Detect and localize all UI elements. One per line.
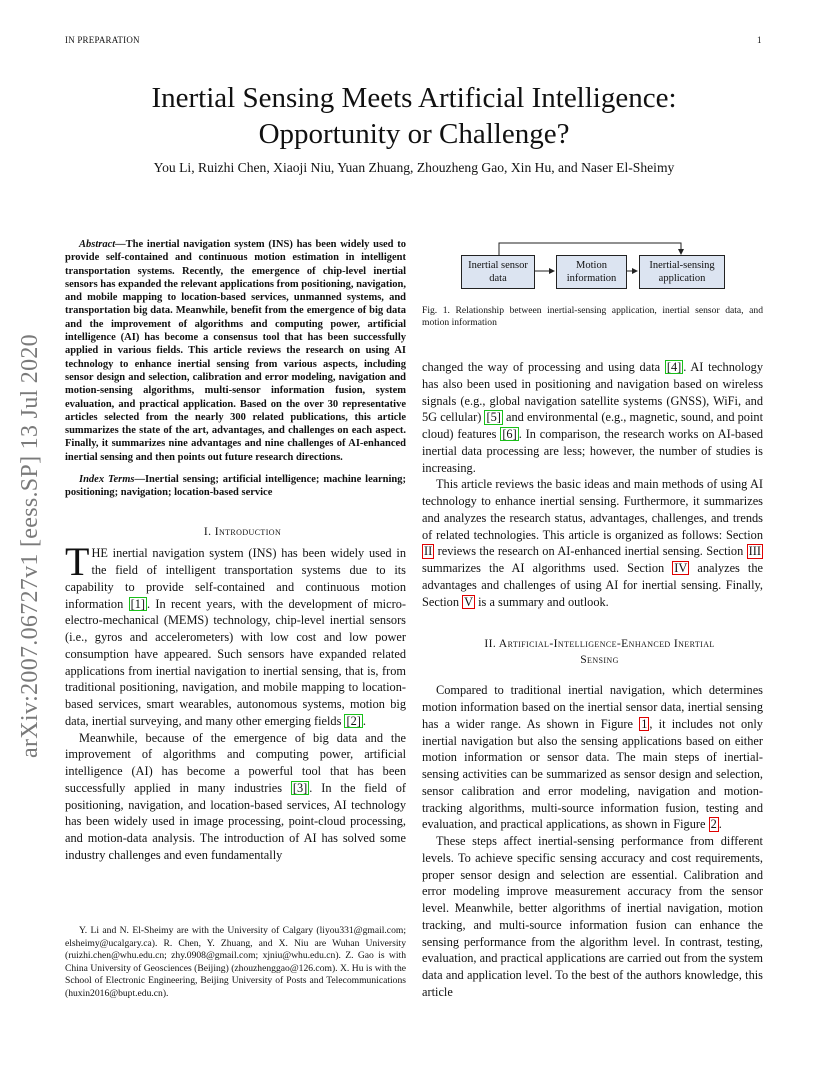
abstract bbox=[65, 238, 406, 464]
section-link[interactable]: V bbox=[464, 594, 474, 609]
right-paragraph-2 bbox=[422, 476, 763, 610]
citation-link[interactable]: [6] bbox=[502, 427, 517, 441]
body-text: is a summary and outlook. bbox=[475, 594, 609, 609]
figure-1-caption: Fig. 1. Relationship between inertial-sensing application, inertial sensor data, and motion information bbox=[422, 305, 763, 328]
body-text: , it includes not only inertial navigation but also the sensing applications based on either motion information or sensor data. The main steps of inertial-sensing activities can be summarized as sensor design and selection, sensor calibration and error modeling, navigation and motion-tracking algorithms, multi-source information fusion, testing and evaluation, and practical applications, as shown in Figure bbox=[422, 716, 763, 832]
body-text: . In comparison, the research works on AI-based inertial data processing are less; however, the number of studies is increasing. bbox=[422, 427, 763, 475]
intro-paragraph-2 bbox=[65, 730, 406, 864]
figure-link[interactable]: 1 bbox=[641, 716, 648, 731]
arxiv-stamp: arXiv:2007.06727v1 [eess.SP] 13 Jul 2020 bbox=[17, 334, 43, 758]
index-terms bbox=[65, 473, 406, 500]
drop-cap: T bbox=[65, 539, 90, 585]
right-paragraph-1 bbox=[422, 359, 763, 476]
running-head: IN PREPARATION bbox=[65, 35, 140, 45]
section-2-heading bbox=[422, 636, 763, 668]
figure-box-sensor-data: Inertial sensor data bbox=[461, 255, 535, 289]
figure-link[interactable]: 2 bbox=[710, 817, 717, 832]
body-text: reviews the research on AI-enhanced inertial sensing. Section bbox=[434, 544, 747, 559]
intro-text: HE inertial navigation system (INS) has been widely used in the field of intelligent transportation systems due to its capability to provide self-contained and continuous motion information bbox=[65, 546, 406, 611]
body-text: This article reviews the basic ideas and main methods of using AI technology to enhance inertial sensing. Furthermore, it summarizes and analyzes the research status, advantages, challenges, and trends of related technologies. This article is organized as follows: Section bbox=[422, 477, 763, 542]
citation-link[interactable]: [4] bbox=[666, 360, 682, 374]
citation-link[interactable]: [3] bbox=[292, 780, 308, 795]
body-text: and environmental (e.g., magnetic, sound, and point cloud) features bbox=[422, 410, 763, 441]
right-column bbox=[422, 359, 763, 1001]
intro-text: Meanwhile, because of the emergence of big data and the improvement of algorithms and computing power, artificial intelligence (AI) has become a powerful tool that has been successfully applied in many industries bbox=[65, 730, 406, 795]
body-text: changed the way of processing and using data bbox=[422, 360, 665, 374]
section-link[interactable]: IV bbox=[674, 561, 688, 575]
footnote-text: Y. Li and N. El-Sheimy are with the University of Calgary (liyou331@gmail.com; elsheimy@ucalgary.ca). R. Chen, Y. Zhuang, and X. Niu are Wuhan University (ruizhi.chen@whu.edu.cn; zhy.0908@gmail.com; xjniu@whu.edu.cn). Z. Gao is with China University of Geosciences (Beijing) (zhouzhenggao@126.com). X. Hu is with the School of Electronic Engineering, Beijing University of Posts and Telecommunications (huxin2016@bupt.edu.cn). bbox=[65, 925, 406, 999]
index-terms-text: —Inertial sensing; artificial intelligence; machine learning; positioning; navigation; location-based service bbox=[65, 474, 406, 499]
page-number: 1 bbox=[757, 35, 762, 45]
figure-box-motion-info: Motion information bbox=[556, 255, 627, 289]
citation-link[interactable]: [2] bbox=[346, 713, 361, 728]
bypass-arrow bbox=[499, 243, 681, 255]
section-2-heading-line-1: II. Artificial-Intelligence-Enhanced Inertial bbox=[484, 637, 715, 651]
body-text: Compared to traditional inertial navigation, which determines motion information based on the inertial sensor data, inertial sensing has a wider range. As shown in Figure bbox=[422, 683, 763, 731]
citation-link[interactable]: [1] bbox=[130, 596, 145, 611]
paper-title bbox=[0, 80, 828, 152]
intro-text: . bbox=[362, 713, 366, 728]
body-text: . AI technology has also been used in positioning and navigation based on wireless signals (e.g., global navigation satellite systems (GNSS), WiFi, and 5G cellular) bbox=[422, 360, 763, 425]
sec2-paragraph-2: These steps affect inertial-sensing performance from different levels. To achieve specific sensing accuracy and cost requirements, proper sensor design and selection are essential. Calibration and error modeling improve measurement accuracy from the sensor level. Meanwhile, better algorithms of inertial navigation, motion tracking, and multi-source information fusion can enhance the sensing performance from the algorithm level. In contrast, testing, evaluation, and practical applications are carried out from the system data and application level. To the best of the authors knowledge, this article bbox=[422, 834, 763, 999]
title-line-2: Opportunity or Challenge? bbox=[258, 118, 570, 150]
figure-box-application: Inertial-sensing application bbox=[639, 255, 725, 289]
citation-link[interactable]: [5] bbox=[486, 410, 501, 425]
author-list: You Li, Ruizhi Chen, Xiaoji Niu, Yuan Zhuang, Zhouzheng Gao, Xin Hu, and Naser El-Sheimy bbox=[153, 160, 675, 175]
left-column bbox=[65, 238, 406, 864]
intro-text: . In recent years, with the development of micro-electro-mechanical (MEMS) technology, chip-level inertial sensors (i.e., gyros and accelerometers) with low cost and low power consumption have appeared. Such sensors have expanded related applications from inertial navigation to inertial sensing, that is, from traditional positioning, navigation, and mobile mapping to location-based services, smart wearables, autonomous systems, motion big data, inertial surveying, and many other emerging fields bbox=[65, 596, 406, 728]
figure-1 bbox=[422, 240, 763, 300]
intro-text: . In the field of positioning, navigation, and location-based services, AI technology has been widely used in image processing, point-cloud processing, and motion-data analysis. The introduction of AI has solved some industry challenges and even fundamentally bbox=[65, 780, 406, 862]
title-line-1: Inertial Sensing Meets Artificial Intelligence: bbox=[151, 82, 677, 114]
section-1-heading: I. Introduction bbox=[203, 524, 282, 538]
index-terms-label: Index Terms bbox=[79, 474, 135, 486]
body-text: . bbox=[718, 817, 722, 832]
sec2-paragraph-1 bbox=[422, 682, 763, 833]
section-link[interactable]: III bbox=[748, 544, 761, 559]
intro-paragraph-1 bbox=[65, 539, 406, 729]
abstract-text: —The inertial navigation system (INS) has been widely used to provide self-contained and continuous motion estimation in intelligent transportation systems. Recently, the emergence of chip-level inertial sensors has expanded the relevant applications from positioning, navigation, and mobile mapping to location-based services, unmanned systems, and transportation big data. Meanwhile, benefit from the emergence of big data and the improvement of algorithms and computing power, artificial intelligence (AI) has become a consensus tool that has been successfully applied in various fields. This article reviews the research on using AI technology to enhance inertial sensing from various aspects, including sensor design and selection, calibration and error modeling, navigation and motion-sensing algorithms, multi-sensor information fusion, system evaluation, and practical application. Based on the over 30 representative articles selected from the nearly 300 related publications, this article summarizes the state of the art, advantages, and challenges on each aspect. Finally, it summarizes nine advantages and nine challenges of AI-enhanced inertial sensing and then points out future research directions. bbox=[65, 239, 406, 463]
body-text: analyzes the advantages and challenges of using AI for inertial sensing. Finally, Section bbox=[422, 561, 764, 609]
body-text: summarizes the AI algorithms used. Section bbox=[422, 561, 673, 575]
author-footnote bbox=[65, 925, 406, 1001]
section-2-heading-line-2: Sensing bbox=[580, 653, 619, 667]
section-link[interactable]: II bbox=[424, 544, 433, 559]
abstract-label: Abstract bbox=[79, 239, 116, 250]
